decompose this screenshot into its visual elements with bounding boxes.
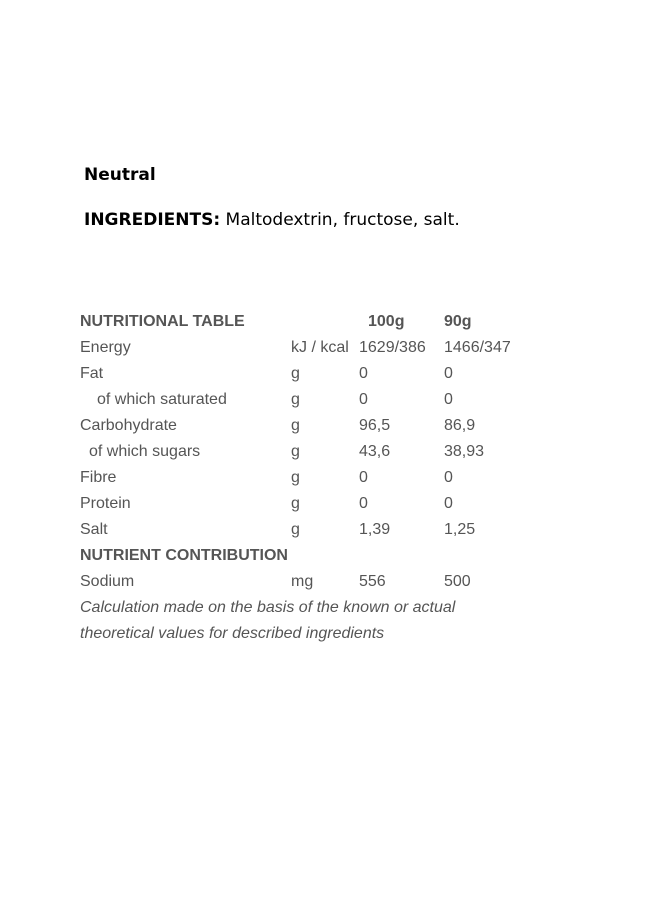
table-row — [80, 439, 540, 465]
row-name: Carbohydrate — [80, 417, 177, 434]
row-value-b: 0 — [444, 495, 453, 512]
contribution-header-title: NUTRIENT CONTRIBUTION — [80, 547, 288, 564]
row-value-a: 43,6 — [359, 443, 391, 460]
contribution-header-row — [80, 543, 540, 569]
row-value-b: 0 — [444, 391, 453, 408]
nutrition-header-title: NUTRITIONAL TABLE — [80, 313, 245, 330]
row-value-b: 1466/347 — [444, 339, 511, 356]
table-row — [80, 517, 540, 543]
row-unit: g — [291, 365, 300, 382]
table-row — [80, 335, 540, 361]
row-name: Fibre — [80, 469, 117, 486]
row-value-a: 0 — [359, 469, 368, 486]
row-unit: kJ / kcal — [291, 339, 349, 356]
calculation-note-line-1: Calculation made on the basis of the known or actual — [80, 599, 456, 616]
row-name: Fat — [80, 365, 104, 382]
row-unit: g — [291, 417, 300, 434]
nutrition-header-col-b: 90g — [444, 313, 472, 330]
row-unit: g — [291, 469, 300, 486]
row-unit: g — [291, 495, 300, 512]
row-value-b: 0 — [444, 469, 453, 486]
row-value-a: 0 — [359, 365, 368, 382]
row-name: Salt — [80, 521, 108, 538]
ingredients-label: INGREDIENTS: — [84, 210, 221, 230]
table-row — [80, 465, 540, 491]
row-value-b: 86,9 — [444, 417, 476, 434]
table-row — [80, 569, 540, 595]
row-value-a: 0 — [359, 495, 368, 512]
row-unit: g — [291, 443, 300, 460]
row-name: Energy — [80, 339, 131, 356]
row-unit: mg — [291, 573, 314, 590]
flavor-title: Neutral — [84, 165, 156, 185]
row-unit: g — [291, 391, 300, 408]
table-row — [80, 387, 540, 413]
row-name: of which saturated — [97, 391, 227, 408]
row-value-b: 0 — [444, 365, 453, 382]
row-name: Sodium — [80, 573, 135, 590]
row-value-b: 1,25 — [444, 521, 476, 538]
row-value-a: 1,39 — [359, 521, 391, 538]
nutrition-header-row — [80, 309, 540, 335]
row-value-b: 38,93 — [444, 443, 485, 460]
row-value-a: 96,5 — [359, 417, 391, 434]
ingredients-line — [84, 210, 460, 230]
row-value-b: 500 — [444, 573, 471, 590]
table-row — [80, 361, 540, 387]
row-value-a: 1629/386 — [359, 339, 426, 356]
ingredients-text: Maltodextrin, fructose, salt. — [225, 210, 460, 230]
table-row — [80, 491, 540, 517]
row-name: Protein — [80, 495, 131, 512]
calculation-note-line-2: theoretical values for described ingredients — [80, 625, 385, 642]
row-unit: g — [291, 521, 300, 538]
row-value-a: 556 — [359, 573, 386, 590]
nutrition-table — [80, 309, 540, 647]
nutrition-header-col-a: 100g — [368, 313, 405, 330]
row-value-a: 0 — [359, 391, 368, 408]
table-row — [80, 413, 540, 439]
row-name: of which sugars — [89, 443, 201, 460]
